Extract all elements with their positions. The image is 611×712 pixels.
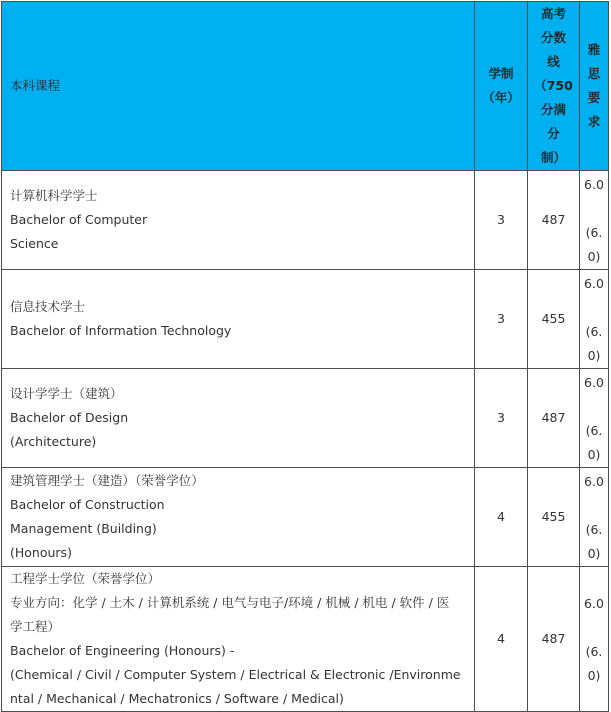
cell-line: 制） — [540, 150, 566, 165]
years-cell: 4 — [475, 468, 528, 567]
cell-line: (6. — [585, 423, 603, 438]
cell-line: (Chemical / Civil / Computer System / Electrical & Electronic /Environme — [10, 667, 461, 682]
cell-line: 6.0 — [584, 474, 604, 489]
cell-line: 雅 — [587, 42, 601, 57]
cell-line: Science — [10, 236, 59, 251]
cell-line: Bachelor of Engineering (Honours) - — [10, 643, 235, 658]
cell-line: 分 — [547, 126, 560, 141]
ielts-cell — [580, 369, 609, 468]
cell-line: (Honours) — [10, 545, 72, 560]
cell-line: 6.0 — [584, 596, 604, 611]
cell-line: 0) — [587, 447, 601, 462]
header-score — [528, 2, 580, 171]
header-years — [475, 2, 528, 171]
cell-line — [580, 494, 608, 518]
table-row — [2, 270, 609, 369]
cell-line: (6. — [585, 522, 603, 537]
cell-line — [580, 296, 608, 320]
cell-line: 分满 — [540, 102, 566, 117]
cell-line: Bachelor of Design — [10, 410, 129, 425]
cell-line: 线 — [547, 54, 560, 69]
cell-line: 专业方向：化学 / 土木 / 计算机系统 / 电气与电子/环境 / 机械 / 机电 / 软件 / 医 — [10, 595, 450, 610]
course-name-cell — [2, 468, 475, 567]
cell-line: （年） — [482, 90, 520, 105]
course-table — [1, 1, 609, 712]
header-course: 本科课程 — [2, 2, 475, 171]
table-row — [2, 468, 609, 567]
cell-line: 0) — [587, 348, 601, 363]
cell-line: Bachelor of Information Technology — [10, 323, 232, 338]
score-cell: 487 — [528, 567, 580, 712]
cell-line: Management (Building) — [10, 521, 157, 536]
cell-line: 学制 — [488, 66, 514, 81]
cell-line: 6.0 — [584, 276, 604, 291]
cell-line: 0) — [587, 668, 601, 683]
course-name-cell — [2, 171, 475, 270]
cell-line: 要 — [587, 90, 601, 105]
course-name-cell — [2, 567, 475, 712]
cell-line: (6. — [585, 644, 603, 659]
ielts-cell — [580, 468, 609, 567]
cell-line: 求 — [587, 114, 601, 129]
years-cell: 3 — [475, 369, 528, 468]
cell-line: Bachelor of Construction — [10, 497, 165, 512]
score-cell: 487 — [528, 369, 580, 468]
cell-line — [580, 395, 608, 419]
score-cell: 455 — [528, 468, 580, 567]
cell-line: 分数 — [540, 30, 566, 45]
cell-line: 建筑管理学士（建造）（荣誉学位） — [10, 473, 204, 488]
header-ielts — [580, 2, 609, 171]
cell-line: 0) — [587, 249, 601, 264]
course-name-cell — [2, 369, 475, 468]
years-cell: 4 — [475, 567, 528, 712]
cell-line: 高考 — [540, 6, 566, 21]
ielts-cell — [580, 270, 609, 369]
ielts-cell — [580, 171, 609, 270]
cell-line: （750 — [534, 78, 573, 93]
course-name-cell — [2, 270, 475, 369]
cell-line: ntal / Mechanical / Mechatronics / Software / Medical) — [10, 691, 344, 706]
cell-line: (6. — [585, 225, 603, 240]
cell-line — [580, 197, 608, 221]
table-row — [2, 171, 609, 270]
score-cell: 487 — [528, 171, 580, 270]
cell-line: 信息技术学士 — [10, 299, 86, 314]
table-row — [2, 369, 609, 468]
cell-line: 工程学士学位（荣誉学位） — [10, 571, 161, 586]
cell-line: 6.0 — [584, 177, 604, 192]
cell-line: 设计学学士（建筑） — [10, 386, 123, 401]
ielts-cell — [580, 567, 609, 712]
cell-line: 学工程） — [10, 619, 61, 634]
years-cell: 3 — [475, 171, 528, 270]
table-header-row — [2, 2, 609, 171]
cell-line: (6. — [585, 324, 603, 339]
score-cell: 455 — [528, 270, 580, 369]
cell-line: (Architecture) — [10, 434, 97, 449]
cell-line: 思 — [587, 66, 601, 81]
cell-line: Bachelor of Computer — [10, 212, 148, 227]
cell-line — [580, 616, 608, 640]
cell-line: 0) — [587, 546, 601, 561]
years-cell: 3 — [475, 270, 528, 369]
table-row — [2, 567, 609, 712]
cell-line: 计算机科学学士 — [10, 188, 98, 203]
cell-line: 6.0 — [584, 375, 604, 390]
